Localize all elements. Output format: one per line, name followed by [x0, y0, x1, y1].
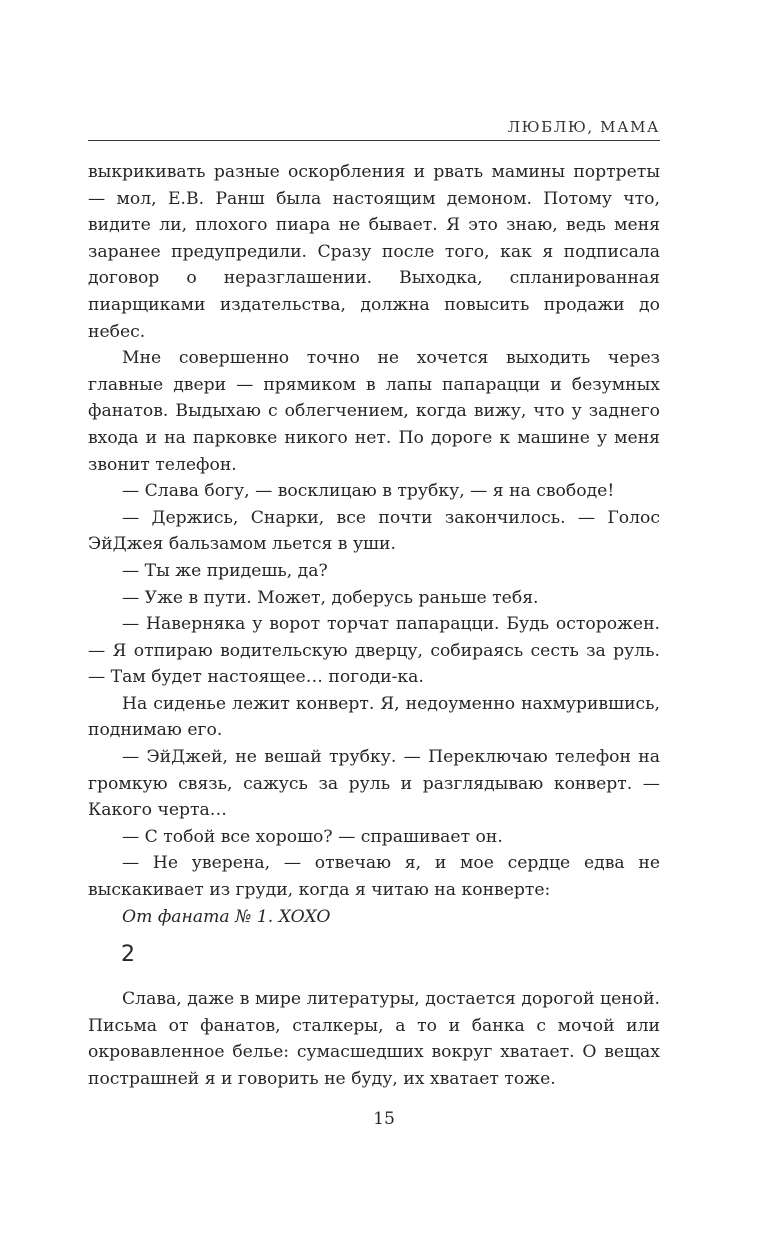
chapter-number: 2	[121, 942, 135, 967]
envelope-inscription: От фаната № 1. XOXO	[122, 906, 331, 927]
body-text-top	[88, 159, 660, 930]
dialogue-line: — Наверняка у ворот торчат папарацци. Будь осторожен. — Я отпираю водительскую дверцу, собираясь сесть за руль. — Там будет настоящее… погоди-ка.	[88, 614, 660, 688]
dialogue-line: — С тобой все хорошо? — спрашивает он.	[122, 826, 503, 847]
paragraph: Мне совершенно точно не хочется выходить через главные двери — прямиком в лапы папарацци и безумных фанатов. Выдыхаю с облегчением, когда вижу, что у заднего входа и на парковке никого нет. По дороге к машине у меня звонит телефон.	[88, 348, 660, 475]
dialogue-line: — Уже в пути. Может, доберусь раньше тебя.	[122, 587, 539, 608]
running-head: ЛЮБЛЮ, МАМА	[88, 116, 660, 141]
dialogue-line: — Слава богу, — восклицаю в трубку, — я на свободе!	[122, 481, 615, 502]
dialogue-line: — Ты же придешь, да?	[122, 560, 328, 581]
page-number: 15	[373, 1109, 395, 1129]
dialogue-line: — Держись, Снарки, все почти закончилось. — Голос ЭйДжея бальзамом льется в уши.	[88, 507, 660, 555]
paragraph-continued: выкрикивать разные оскорбления и рвать мамины портреты — мол, Е.В. Ранш была настоящим демоном. Потому что, видите ли, плохого пиара не бывает. Я это знаю, ведь меня заранее предупредили. Сразу после того, как я подписала договор о неразглашении. Выходка, спланированная пиарщиками издательства, должна повысить продажи до небес.	[88, 162, 660, 342]
dialogue-line: — Не уверена, — отвечаю я, и мое сердце едва не выскакивает из груди, когда я читаю на конверте:	[88, 853, 660, 901]
paragraph: Слава, даже в мире литературы, достается дорогой ценой. Письма от фанатов, сталкеры, а то и банка с мочой или окровавленное белье: сумасшедших вокруг хватает. О вещах пострашней я и говорить не буду, их хватает тоже.	[88, 989, 660, 1089]
paragraph: На сиденье лежит конверт. Я, недоуменно нахмурившись, поднимаю его.	[88, 693, 660, 741]
dialogue-line: — ЭйДжей, не вешай трубку. — Переключаю телефон на громкую связь, сажусь за руль и разглядываю конверт. — Какого черта…	[88, 747, 660, 821]
body-text-bottom	[88, 986, 660, 1092]
